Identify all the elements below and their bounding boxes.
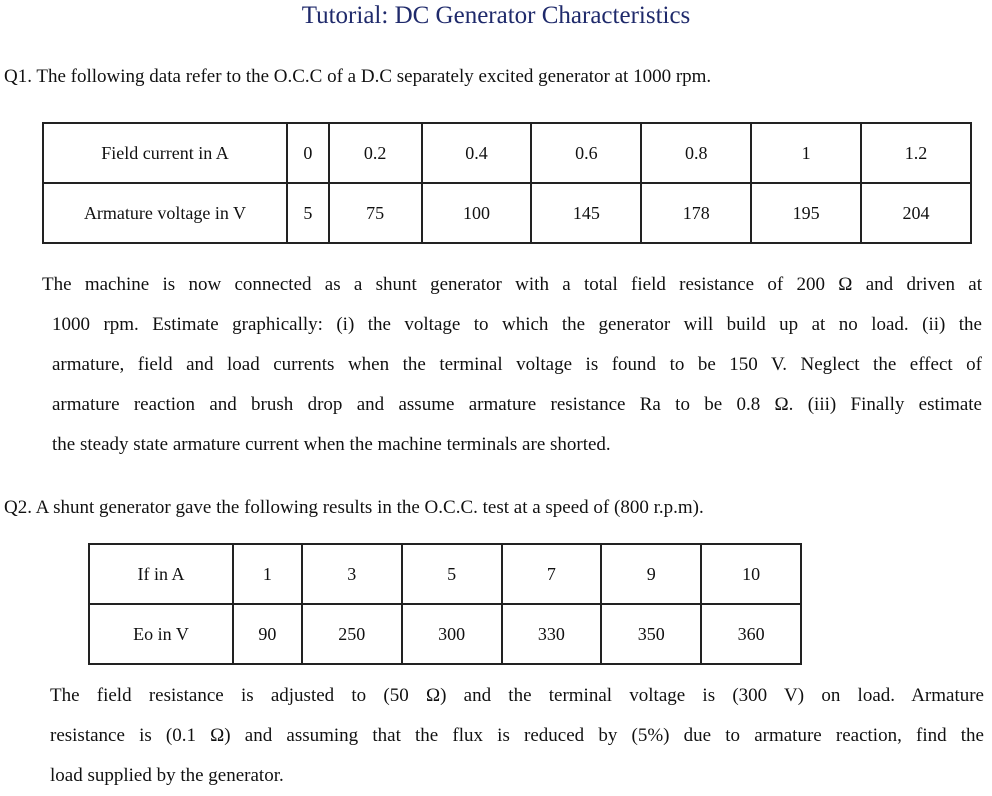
table-row xyxy=(89,604,801,664)
table-cell: 7 xyxy=(502,544,602,604)
table-cell: 360 xyxy=(701,604,801,664)
table-row-label: Eo in V xyxy=(89,604,233,664)
paragraph-line: armature, field and load currents when the terminal voltage is found to be 150 V. Neglect the effect of xyxy=(52,354,982,375)
q2-paragraph xyxy=(50,676,984,796)
table-cell: 5 xyxy=(287,183,329,243)
table-row xyxy=(89,544,801,604)
table-row xyxy=(43,183,971,243)
table-cell: 145 xyxy=(531,183,641,243)
table-cell: 75 xyxy=(329,183,422,243)
table-cell: 9 xyxy=(601,544,701,604)
table-row xyxy=(43,123,971,183)
table-cell: 1 xyxy=(233,544,302,604)
table-cell: 3 xyxy=(302,544,402,604)
paragraph-line: load supplied by the generator. xyxy=(50,765,284,786)
table-cell: 0 xyxy=(287,123,329,183)
table-cell: 0.6 xyxy=(531,123,641,183)
table-cell: 90 xyxy=(233,604,302,664)
paragraph-line: 1000 rpm. Estimate graphically: (i) the voltage to which the generator will build up at no load. (ii) the xyxy=(52,314,982,335)
table-row-label: Field current in A xyxy=(43,123,287,183)
table-cell: 300 xyxy=(402,604,502,664)
table-cell: 0.4 xyxy=(422,123,532,183)
paragraph-line: the steady state armature current when the machine terminals are shorted. xyxy=(52,434,611,455)
table-cell: 0.8 xyxy=(641,123,751,183)
table-cell: 195 xyxy=(751,183,861,243)
table-row-label: If in A xyxy=(89,544,233,604)
table-row-label: Armature voltage in V xyxy=(43,183,287,243)
table-cell: 5 xyxy=(402,544,502,604)
table-cell: 204 xyxy=(861,183,971,243)
paragraph-line: armature reaction and brush drop and assume armature resistance Ra to be 0.8 Ω. (iii) Finally estimate xyxy=(52,394,982,415)
table-cell: 350 xyxy=(601,604,701,664)
table-cell: 178 xyxy=(641,183,751,243)
paragraph-line: The field resistance is adjusted to (50 Ω) and the terminal voltage is (300 V) on load. Armature xyxy=(50,685,984,706)
q1-heading: Q1. The following data refer to the O.C.C of a D.C separately excited generator at 1000 rpm. xyxy=(4,66,712,87)
q1-occ-table xyxy=(42,122,972,244)
table-cell: 250 xyxy=(302,604,402,664)
table-cell: 1 xyxy=(751,123,861,183)
table-cell: 0.2 xyxy=(329,123,422,183)
table-cell: 100 xyxy=(422,183,532,243)
paragraph-line: resistance is (0.1 Ω) and assuming that the flux is reduced by (5%) due to armature reaction, find the xyxy=(50,725,984,746)
q2-occ-table xyxy=(88,543,802,665)
table-cell: 10 xyxy=(701,544,801,604)
page-title: Tutorial: DC Generator Characteristics xyxy=(301,2,691,29)
q1-paragraph xyxy=(42,265,982,465)
paragraph-line: The machine is now connected as a shunt generator with a total field resistance of 200 Ω and driven at xyxy=(42,274,982,295)
q2-heading: Q2. A shunt generator gave the following results in the O.C.C. test at a speed of (800 r.p.m). xyxy=(4,497,704,518)
table-cell: 330 xyxy=(502,604,602,664)
table-cell: 1.2 xyxy=(861,123,971,183)
